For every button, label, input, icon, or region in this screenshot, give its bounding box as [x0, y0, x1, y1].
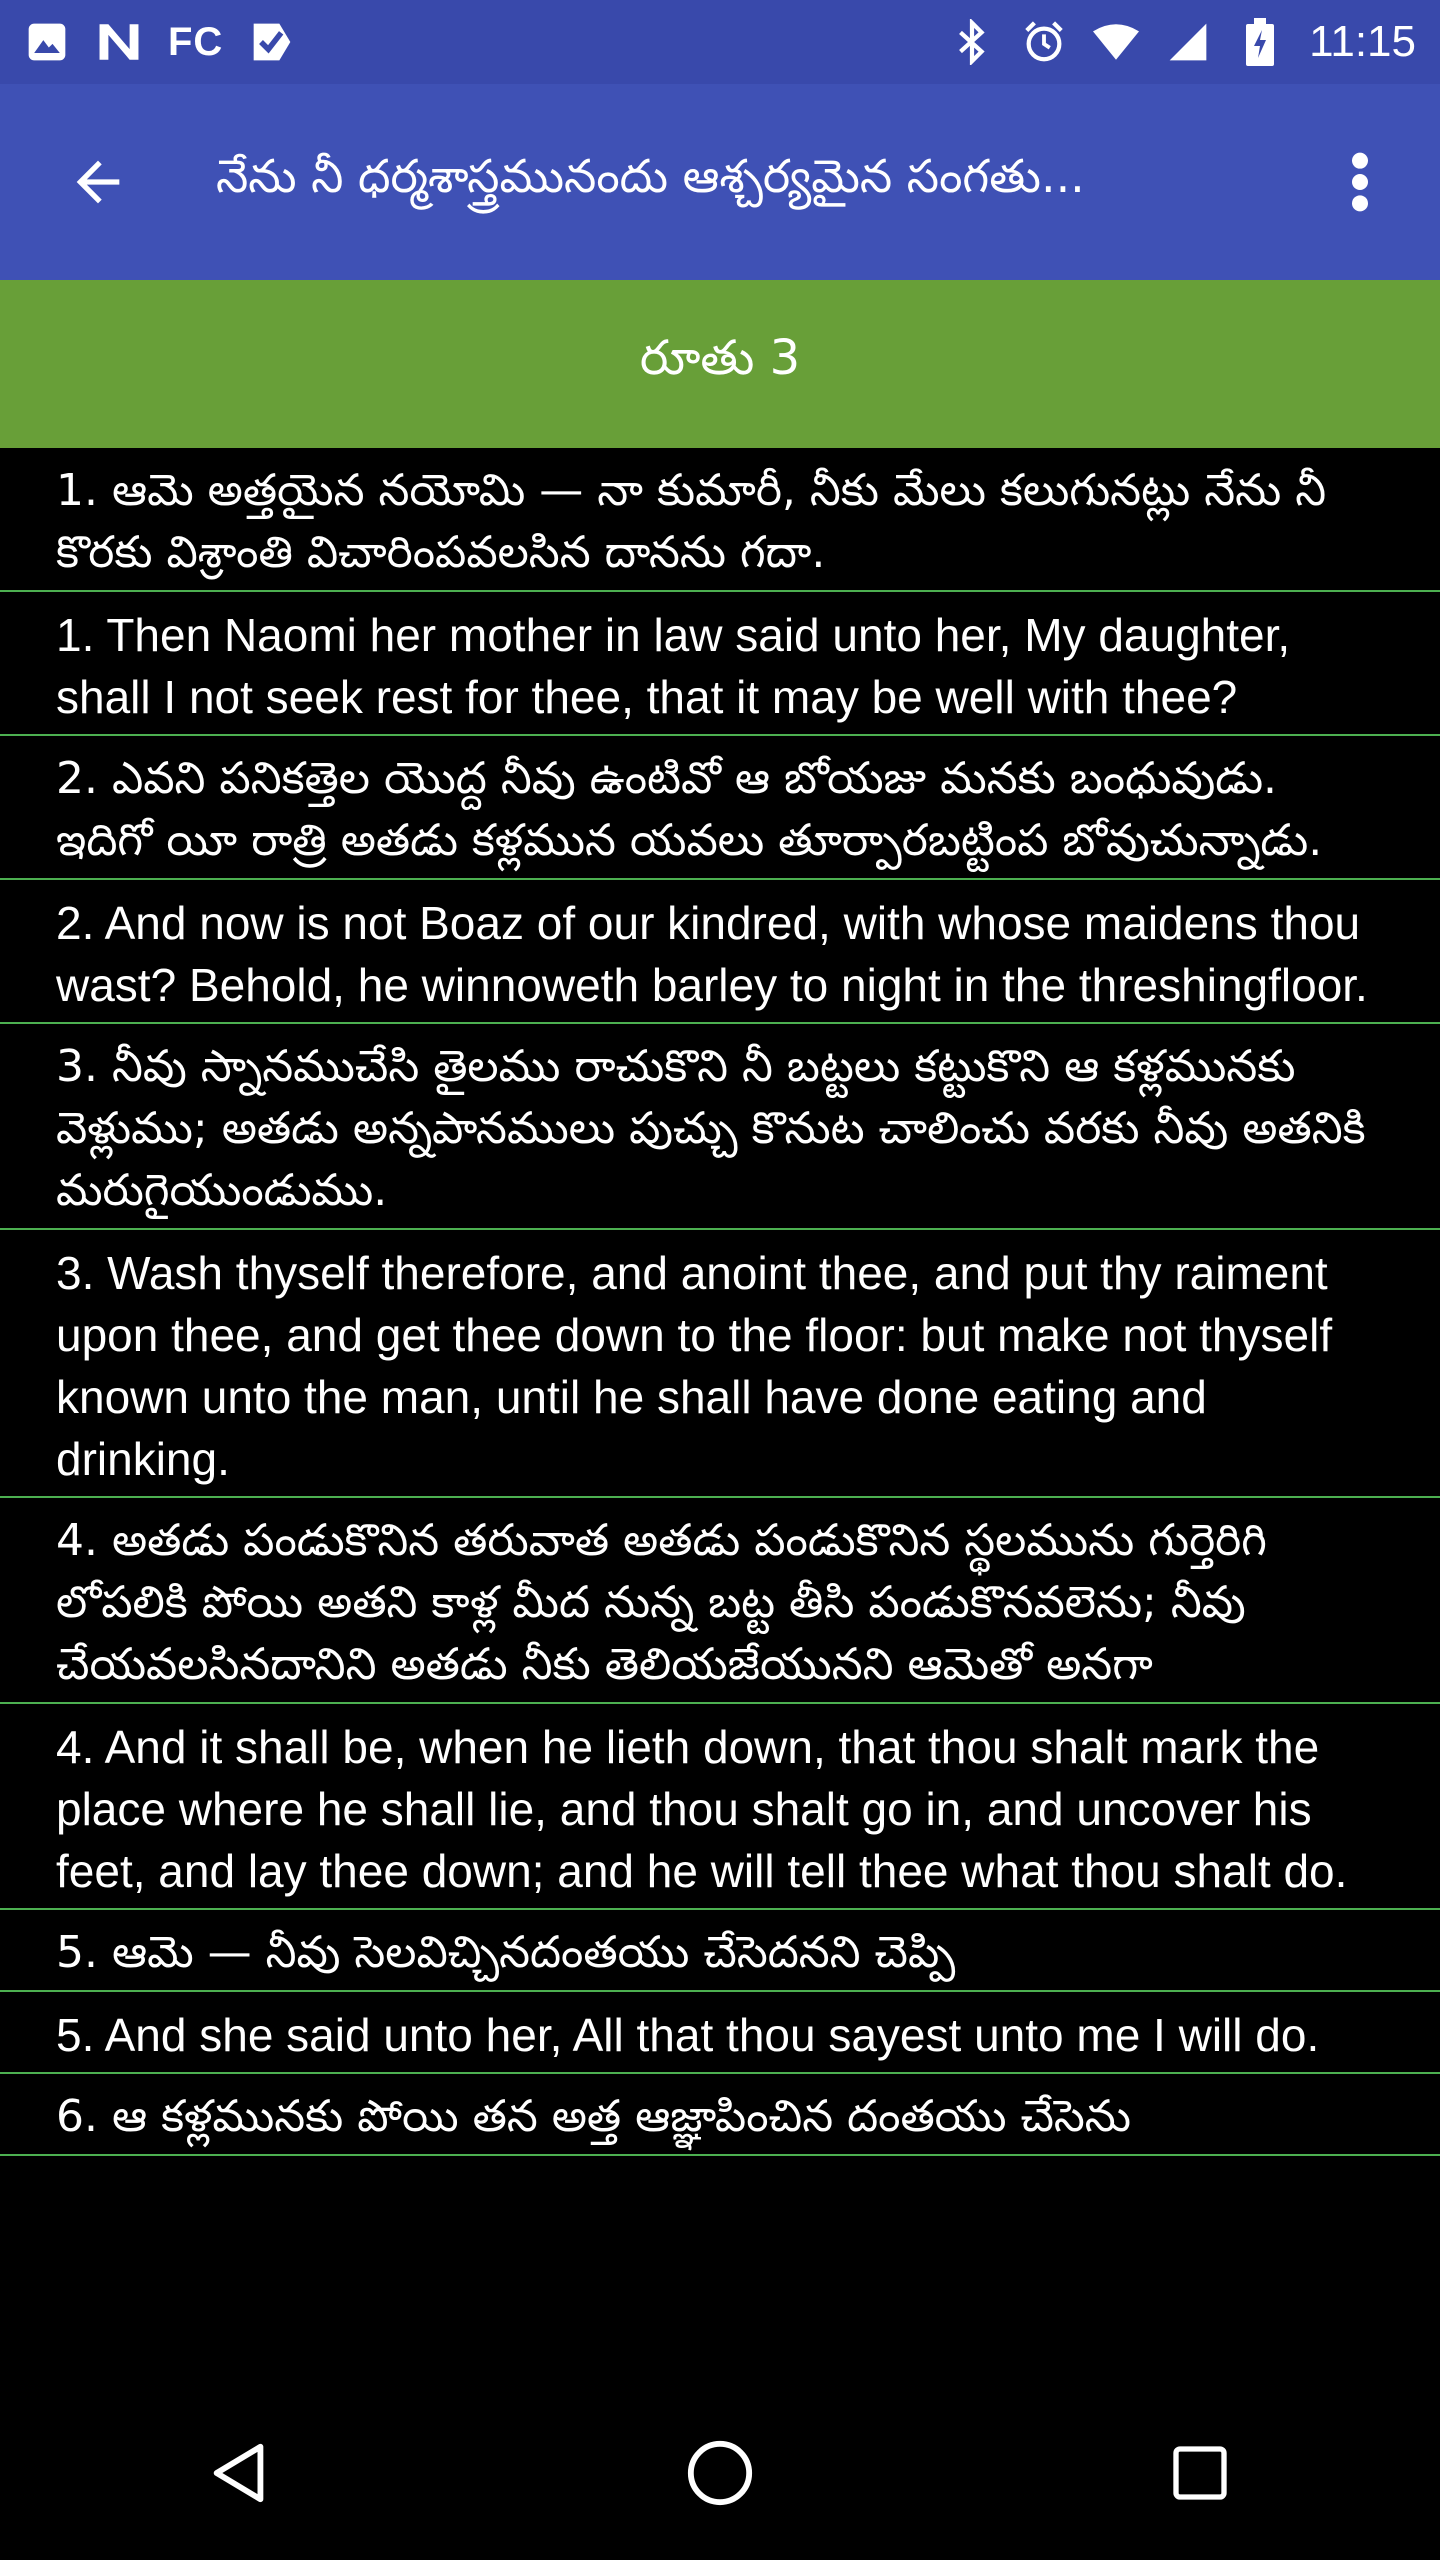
bluetooth-icon	[949, 19, 995, 65]
clock: 11:15	[1309, 17, 1416, 66]
nav-back-icon	[205, 2438, 275, 2508]
list-item[interactable]: 4. అతడు పండుకొనిన తరువాత అతడు పండుకొనిన స్థలమును గుర్తెరిగి లోపలికి పోయి అతని కాళ్ల మీద నున్న బట్ట తీసి పండుకొనవలెను; నీవు చేయవలసినదానిని అతడు నీకు తెలియజేయునని ఆమెతో అనగా	[0, 1498, 1440, 1704]
verse-list[interactable]	[0, 448, 1440, 2386]
chapter-title: రూతు 3	[639, 330, 801, 386]
list-item[interactable]: 3. Wash thyself therefore, and anoint thee, and put thy raiment upon thee, and get thee down to the floor: but make not thyself known unto the man, until he shall have done eating and drinking.	[0, 1230, 1440, 1498]
fc-label: FC	[168, 19, 224, 64]
list-item[interactable]: 3. నీవు స్నానముచేసి తైలము రాచుకొని నీ బట్టలు కట్టుకొని ఆ కళ్లమునకు వెళ్లుము; అతడు అన్నపానములు పుచ్చు కొనుట చాలించు వరకు నీవు అతనికి మరుగైయుండుము.	[0, 1024, 1440, 1230]
check-icon	[249, 19, 295, 65]
list-item[interactable]: 5. And she said unto her, All that thou sayest unto me I will do.	[0, 1992, 1440, 2074]
status-bar	[0, 0, 1440, 84]
list-item[interactable]: 6. ఆ కళ్లమునకు పోయి తన అత్త ఆజ్ఞాపించిన దంతయు చేసెను	[0, 2074, 1440, 2156]
nav-back-button[interactable]	[160, 2393, 320, 2553]
nav-recents-icon	[1168, 2441, 1232, 2505]
battery-icon	[1237, 19, 1283, 65]
list-item[interactable]: 2. And now is not Boaz of our kindred, with whose maidens thou wast? Behold, he winnoweth barley to night in the threshingfloor.	[0, 880, 1440, 1024]
signal-icon	[1165, 19, 1211, 65]
nav-recents-button[interactable]	[1120, 2393, 1280, 2553]
nav-home-button[interactable]	[640, 2393, 800, 2553]
navigation-bar	[0, 2386, 1440, 2560]
arrow-back-icon	[66, 150, 130, 214]
alarm-icon	[1021, 19, 1067, 65]
status-left	[24, 19, 295, 65]
status-right	[949, 17, 1416, 67]
image-icon	[24, 19, 70, 65]
list-item[interactable]: 1. ఆమె అత్తయైన నయోమి — నా కుమారీ, నీకు మేలు కలుగునట్లు నేను నీ కొరకు విశ్రాంతి విచారింపవలసిన దానను గదా.	[0, 448, 1440, 592]
app-bar	[0, 84, 1440, 280]
more-vert-icon	[1350, 150, 1370, 214]
page-title: నేను నీ ధర్మశాస్త్రమునందు ఆశ్చర్యమైన సంగతు...	[216, 149, 1085, 203]
nav-home-icon	[685, 2438, 755, 2508]
list-item[interactable]: 2. ఎవని పనికత్తెల యొద్ద నీవు ఉంటివో ఆ బోయజు మనకు బంధువుడు. ఇదిగో యీ రాత్రి అతడు కళ్లమున యవలు తూర్పారబట్టింప బోవుచున్నాడు.	[0, 736, 1440, 880]
overflow-menu-button[interactable]	[1280, 84, 1440, 280]
back-button[interactable]	[0, 84, 196, 280]
list-item[interactable]: 4. And it shall be, when he lieth down, that thou shalt mark the place where he shall lie, and thou shalt go in, and uncover his feet, and lay thee down; and he will tell thee what thou shalt do.	[0, 1704, 1440, 1910]
chapter-header	[0, 280, 1440, 448]
list-item[interactable]: 5. ఆమె — నీవు సెలవిచ్చినదంతయు చేసెదనని చెప్పి	[0, 1910, 1440, 1992]
n-icon	[96, 19, 142, 65]
wifi-icon	[1093, 19, 1139, 65]
list-item[interactable]: 1. Then Naomi her mother in law said unto her, My daughter, shall I not seek rest for thee, that it may be well with thee?	[0, 592, 1440, 736]
